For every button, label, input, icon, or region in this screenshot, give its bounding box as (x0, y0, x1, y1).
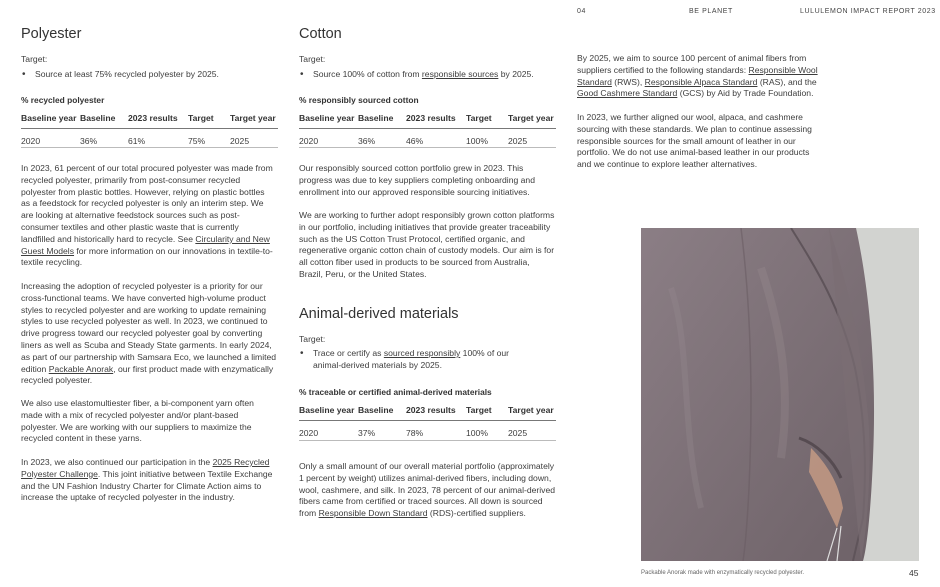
col-baseline-year: Baseline year (299, 113, 358, 129)
col-target-year: Target year (508, 405, 556, 421)
cotton-paragraph-1: Our responsibly sourced cotton portfolio grew in 2023. This progress was due to key suppliers completing onboarding and enrollment into our approved responsible sourcing initiatives. (299, 163, 535, 197)
cotton-target-label: Target: (299, 54, 326, 64)
col-baseline: Baseline (358, 405, 406, 421)
col-2023-results: 2023 results (406, 113, 466, 129)
section-number: 04 (577, 8, 586, 15)
polyester-paragraph-3: We also use elastomultiester fiber, a bi-component yarn often made with a mix of recycled polyester and/or plant-based polyester. We are working with our suppliers to maximize the recycled content in these yarns. (21, 398, 254, 444)
photo-caption: Packable Anorak made with enzymatically recycled polyester. (641, 570, 805, 576)
animal-paragraph-1: Only a small amount of our overall material portfolio (approximately 1 percent by weight) utilizes animal-derived fibers, including down, wool, cashmere, and silk. In 2023, 78 percent of our animal-derived fibers came from certified or traced sources. All down is sourced from Responsible Down Standard (RDS)-certified suppliers. (299, 461, 556, 519)
page-number: 45 (909, 568, 919, 578)
table-header-row (299, 405, 556, 421)
cell-2023-results: 61% (128, 136, 146, 146)
polyester-paragraph-2: Increasing the adoption of recycled polyester is a priority for our cross-functional teams. We have converted high-volume product styles to recycled polyester and are working to update remaining styles to use recycled polyester as well. In 2023, we continued to drive progress toward our recycled polyester goal by converting liners as well as Scuba and Steady State garments. In early 2024, as part of our partnership with Samsara Eco, we launched a limited edition Packable Anorak, our first product made with enzymatically recycled polyester. (21, 281, 277, 386)
col-target: Target (466, 113, 508, 129)
polyester-target-bullet: • Source at least 75% recycled polyester by 2025. (21, 69, 291, 81)
responsible-alpaca-standard-link[interactable]: Responsible Alpaca Standard (644, 76, 758, 87)
cell-baseline-year: 2020 (21, 136, 41, 146)
table-divider (299, 147, 556, 148)
report-title: LULULEMON IMPACT REPORT 2023 (800, 8, 936, 15)
polyester-paragraph-1: In 2023, 61 percent of our total procured polyester was made from recycled polyester, primarily from post-consumer recycled polyester from plastic bottles. However, relying on plastic bottles as a feedstock for recycled polyester is only an interim step. We are looking at alternative feedstock sources such as post-consumer textiles and other plastic waste that is currently landfilled and historically hard to recycle. See Circularity and New Guest Models for more information on our innovations in textile-to-textile recycling. (21, 163, 273, 268)
cotton-target-bullet: • Source 100% of cotton from responsible sources by 2025. (299, 69, 569, 81)
table-row (299, 129, 556, 147)
polyester-table-title: % recycled polyester (21, 95, 105, 105)
col-baseline: Baseline (358, 113, 406, 129)
section-title: BE PLANET (689, 8, 733, 15)
sourced-responsibly-link[interactable]: sourced responsibly (383, 348, 461, 358)
good-cashmere-standard-link[interactable]: Good Cashmere Standard (577, 88, 678, 99)
table-header-row (21, 113, 278, 129)
responsible-sources-link[interactable]: responsible sources (421, 69, 499, 79)
col-target-year: Target year (508, 113, 556, 129)
cell-baseline-year: 2020 (299, 136, 319, 146)
col-target-year: Target year (230, 113, 278, 129)
cell-baseline: 36% (80, 136, 98, 146)
cell-target-year: 2025 (508, 136, 528, 146)
alignment-paragraph: In 2023, we further aligned our wool, alpaca, and cashmere sourcing with these standards. We plan to continue assessing responsible sources for the small amount of leather in our portfolio. We do not use animal-based leather in our products and we continue to explore leather alternatives. (577, 112, 812, 170)
cell-2023-results: 46% (406, 136, 424, 146)
col-target: Target (466, 405, 508, 421)
cotton-table-title: % responsibly sourced cotton (299, 95, 419, 105)
col-2023-results: 2023 results (128, 113, 188, 129)
cell-baseline: 36% (358, 136, 376, 146)
recycled-polyester-challenge-link[interactable]: 2025 Recycled Polyester Challenge (21, 457, 270, 479)
cell-target: 100% (466, 428, 488, 438)
table-divider (299, 440, 556, 441)
cell-baseline: 37% (358, 428, 376, 438)
animal-heading: Animal-derived materials (299, 306, 459, 322)
standards-paragraph: By 2025, we aim to source 100 percent of animal fibers from suppliers certified to the following standards: Responsible Wool Standard (RWS), Responsible Alpaca Standard (RAS), and the Good Cashmere Standard (GCS) by Aid by Trade Foundation. (577, 53, 818, 99)
col-target: Target (188, 113, 230, 129)
responsible-down-standard-link[interactable]: Responsible Down Standard (318, 508, 428, 519)
animal-table-title: % traceable or certified animal-derived materials (299, 387, 492, 397)
animal-table (299, 405, 556, 438)
cell-target: 100% (466, 136, 488, 146)
col-baseline-year: Baseline year (299, 405, 358, 421)
cell-target-year: 2025 (230, 136, 250, 146)
polyester-heading: Polyester (21, 26, 82, 42)
responsible-wool-standard-link[interactable]: Responsible Wool Standard (577, 64, 818, 87)
cotton-table (299, 113, 556, 146)
anorak-illustration (641, 228, 919, 561)
animal-target-bullet: • Trace or certify as sourced responsibly 100% of our animal-derived materials by 2025. (299, 348, 539, 372)
cotton-paragraph-2: We are working to further adopt responsibly grown cotton platforms in our portfolio, including initiatives that provide greater traceability such as the US Cotton Trust Protocol, certified organic, and regenerative organic cotton chain of custody models. Our aim is for all cotton fiber used in products to be sourced from Australia, Brazil, Peru, or the United States. (299, 210, 555, 279)
cell-target: 75% (188, 136, 206, 146)
table-header-row (299, 113, 556, 129)
table-row (299, 421, 556, 439)
col-baseline: Baseline (80, 113, 128, 129)
col-baseline-year: Baseline year (21, 113, 80, 129)
cell-baseline-year: 2020 (299, 428, 319, 438)
col-2023-results: 2023 results (406, 405, 466, 421)
cotton-heading: Cotton (299, 26, 342, 42)
circularity-link[interactable]: Circularity and New Guest Models (21, 233, 270, 256)
table-row (21, 129, 278, 147)
polyester-table (21, 113, 278, 146)
table-divider (21, 147, 278, 148)
cell-2023-results: 78% (406, 428, 424, 438)
anorak-photo (641, 228, 919, 561)
animal-target-label: Target: (299, 334, 326, 344)
polyester-paragraph-4: In 2023, we also continued our participation in the 2025 Recycled Polyester Challenge. This joint initiative between Textile Exchange and the UN Fashion Industry Charter for Climate Action aims to increase the uptake of recycled polyester in the industry. (21, 457, 273, 503)
polyester-target-label: Target: (21, 54, 48, 64)
cell-target-year: 2025 (508, 428, 528, 438)
packable-anorak-link[interactable]: Packable Anorak (48, 363, 114, 374)
